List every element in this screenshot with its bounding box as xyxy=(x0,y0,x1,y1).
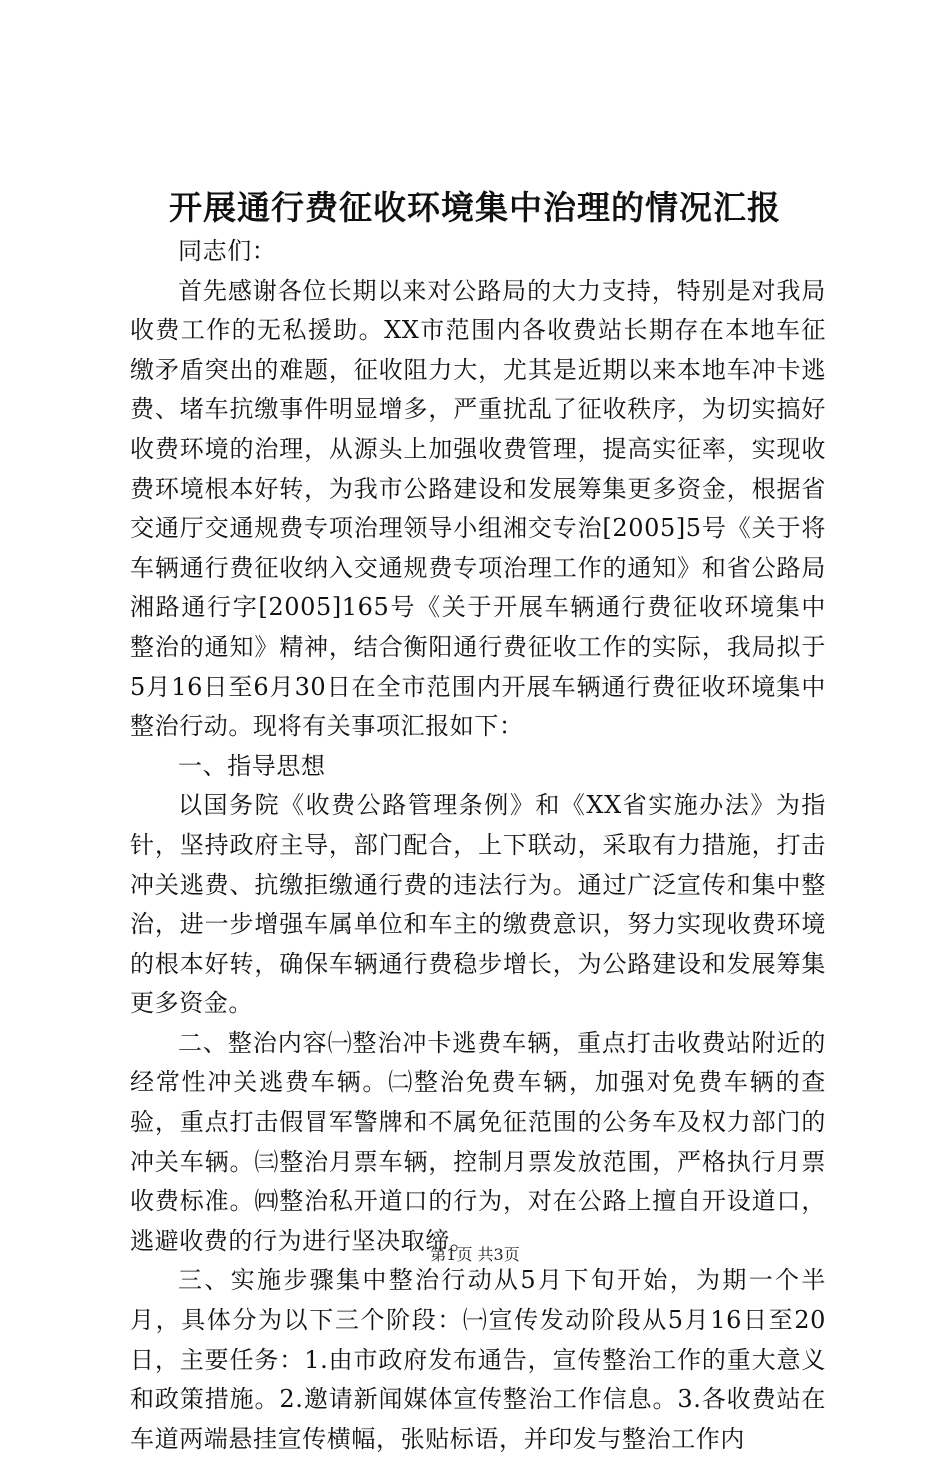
section-heading-guiding-ideology: 一、指导思想 xyxy=(178,751,326,780)
page-footer: 第1页 共3页 xyxy=(430,1245,520,1264)
document-body xyxy=(130,232,826,1459)
intro-paragraph: 首先感谢各位长期以来对公路局的大力支持，特别是对我局收费工作的无私援助。XX市范围内各收费站长期存在本地车征缴矛盾突出的难题，征收阻力大，尤其是近期以来本地车冲卡逃费、堵车抗缴事件明显增多，严重扰乱了征收秩序，为切实搞好收费环境的治理，从源头上加强收费管理，提高实征率，实现收费环境根本好转，为我市公路建设和发展筹集更多资金，根据省交通厅交通规费专项治理领导小组湘交专治[2005]5号《关于将车辆通行费征收纳入交通规费专项治理工作的通知》和省公路局湘路通行字[2005]165号《关于开展车辆通行费征收环境集中整治的通知》精神，结合衡阳通行费征收工作的实际，我局拟于5月16日至6月30日在全市范围内开展车辆通行费征收环境集中整治行动。现将有关事项汇报如下： xyxy=(130,276,826,741)
document-title: 开展通行费征收环境集中治理的情况汇报 xyxy=(169,188,781,227)
salutation-paragraph: 同志们： xyxy=(178,237,277,265)
guiding-ideology-paragraph: 以国务院《收费公路管理条例》和《XX省实施办法》为指针，坚持政府主导，部门配合，上下联动，采取有力措施，打击冲关逃费、抗缴拒缴通行费的违法行为。通过广泛宣传和集中整治，进一步增强车属单位和车主的缴费意识，努力实现收费环境的根本好转，确保车辆通行费稳步增长，为公路建设和发展筹集更多资金。 xyxy=(130,791,826,1018)
rectification-content-paragraph: 二、整治内容㈠整治冲卡逃费车辆，重点打击收费站附近的经常性冲关逃费车辆。㈡整治免费车辆，加强对免费车辆的查验，重点打击假冒军警牌和不属免征范围的公务车及权力部门的冲关车辆。㈢整治月票车辆，控制月票发放范围，严格执行月票收费标准。㈣整治私开道口的行为，对在公路上擅自开设道口，逃避收费的行为进行坚决取缔。 xyxy=(130,1028,826,1255)
implementation-steps-paragraph: 三、实施步骤集中整治行动从5月下旬开始，为期一个半月，具体分为以下三个阶段：㈠宣传发动阶段从5月16日至20日，主要任务：1.由市政府发布通告，宣传整治工作的重大意义和政策措施。2.邀请新闻媒体宣传整治工作信息。3.各收费站在车道两端悬挂宣传横幅，张贴标语，并印发与整治工作内 xyxy=(130,1266,826,1453)
